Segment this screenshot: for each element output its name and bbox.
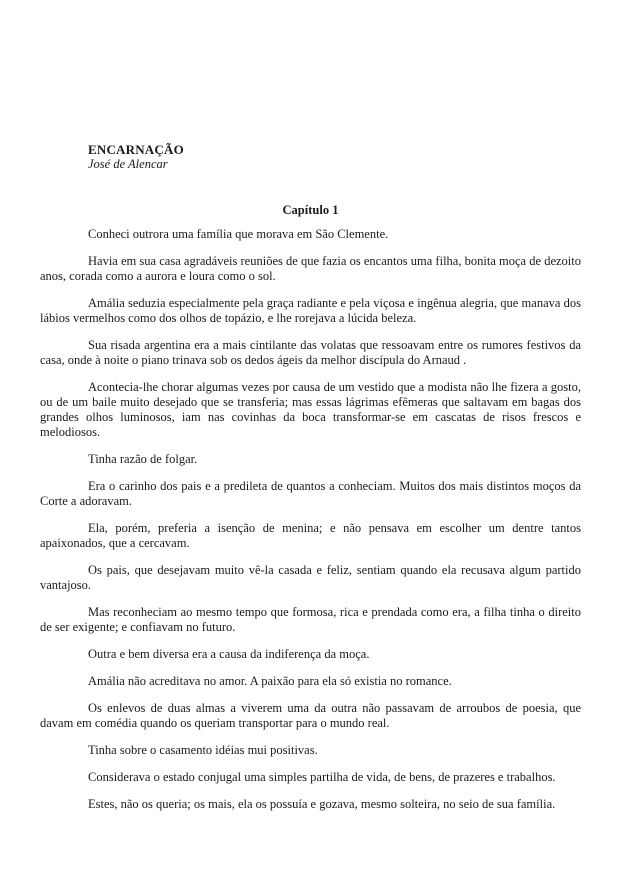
paragraph: Os pais, que desejavam muito vê-la casada e feliz, sentiam quando ela recusava algum partido vantajoso.: [40, 563, 581, 592]
book-title: ENCARNAÇÃO: [88, 142, 184, 157]
paragraph: Sua risada argentina era a mais cintilante das volatas que ressoavam entre os rumores festivos da casa, onde à noite o piano trinava sob os dedos ágeis da melhor discípula do Arnaud .: [40, 338, 581, 367]
paragraph: Amália seduzia especialmente pela graça radiante e pela viçosa e ingênua alegria, que manava dos lábios vermelhos como dos olhos de topázio, e lhe rorejava a lúcida beleza.: [40, 296, 581, 325]
document-content: [40, 142, 581, 824]
paragraph: Mas reconheciam ao mesmo tempo que formosa, rica e prendada como era, a filha tinha o direito de ser exigente; e confiavam no futuro.: [40, 605, 581, 634]
paragraph: Conheci outrora uma família que morava em São Clemente.: [88, 227, 389, 241]
paragraph: Considerava o estado conjugal uma simples partilha de vida, de bens, de prazeres e trabalhos.: [88, 770, 556, 784]
paragraphs-container: [40, 227, 581, 812]
paragraph: Outra e bem diversa era a causa da indiferença da moça.: [88, 647, 370, 661]
chapter-heading: Capítulo 1: [282, 203, 339, 217]
paragraph: Acontecia-lhe chorar algumas vezes por causa de um vestido que a modista não lhe fizera a gosto, ou de um baile muito desejado que se transferia; mas essas lágrimas efêmeras que saltavam em bagas dos grandes olhos luminosos, iam nas covinhas da boca transformar-se em cascatas de risos frescos e melodiosos.: [40, 380, 581, 439]
paragraph: Havia em sua casa agradáveis reuniões de que fazia os encantos uma filha, bonita moça de dezoito anos, corada como a aurora e loura como o sol.: [40, 254, 581, 283]
paragraph: Era o carinho dos pais e a predileta de quantos a conheciam. Muitos dos mais distintos moços da Corte a adoravam.: [40, 479, 581, 508]
paragraph: Ela, porém, preferia a isenção de menina; e não pensava em escolher um dentre tantos apaixonados, que a cercavam.: [40, 521, 581, 550]
paragraph: Os enlevos de duas almas a viverem uma da outra não passavam de arroubos de poesia, que davam em comédia quando os queriam transportar para o mundo real.: [40, 701, 581, 730]
book-author: José de Alencar: [88, 157, 168, 171]
paragraph: Tinha razão de folgar.: [88, 452, 198, 466]
paragraph: Amália não acreditava no amor. A paixão para ela só existia no romance.: [88, 674, 452, 688]
paragraph: Tinha sobre o casamento idéias mui positivas.: [88, 743, 318, 757]
paragraph: Estes, não os queria; os mais, ela os possuía e gozava, mesmo solteira, no seio de sua família.: [88, 797, 556, 811]
